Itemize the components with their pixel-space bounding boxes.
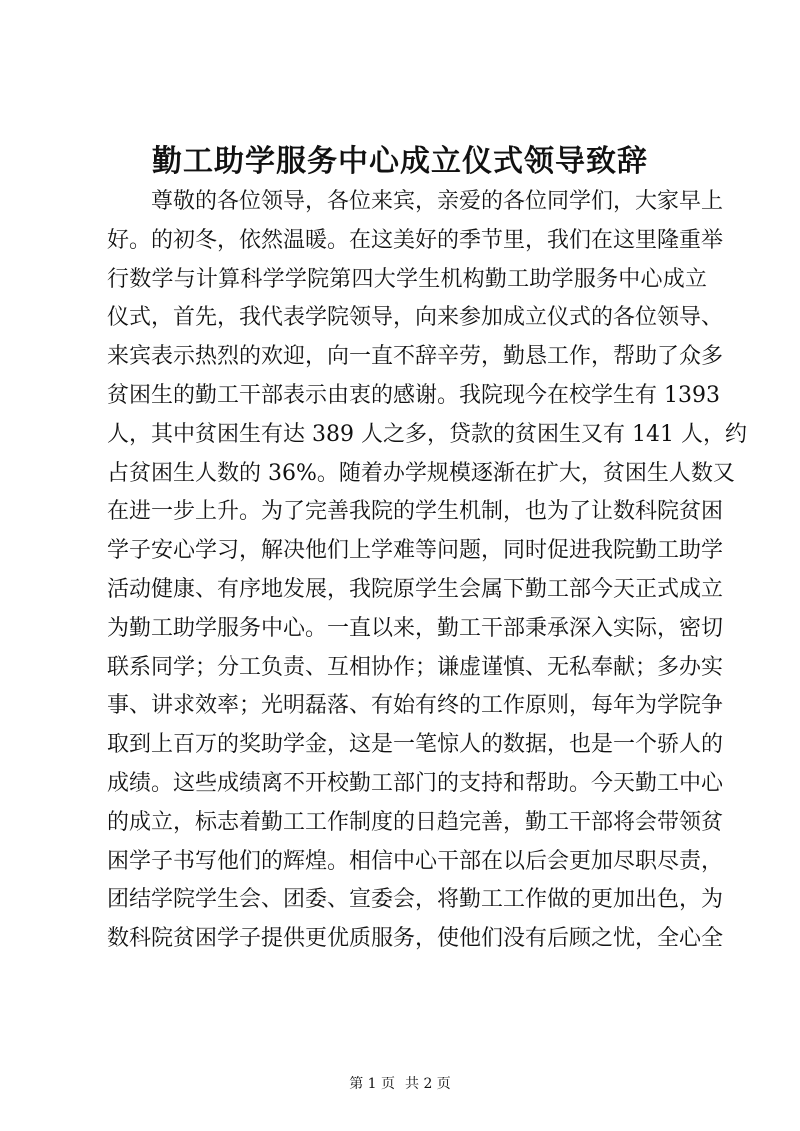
body-text-line: 活动健康、有序地发展，我院原学生会属下勤工部今天正式成立 — [107, 576, 724, 602]
body-text-line: 为勤工助学服务中心。一直以来，勤工干部秉承深入实际，密切 — [107, 615, 724, 641]
body-text-line: 来宾表示热烈的欢迎，向一直不辞辛劳，勤恳工作，帮助了众多 — [107, 344, 724, 370]
body-text-line: 团结学院学生会、团委、宣委会，将勤工工作做的更加出色，为 — [107, 887, 724, 913]
body-text-line: 尊敬的各位领导，各位来宾，亲爱的各位同学们，大家早上 — [151, 189, 724, 214]
body-text-line: 人，其中贫困生有达 389 人之多，贷款的贫困生又有 141 人，约 — [107, 421, 747, 447]
page-number-total: 共 2 页 — [405, 1076, 451, 1092]
body-text-line: 仪式，首先，我代表学院领导，向来参加成立仪式的各位领导、 — [107, 305, 724, 331]
body-text-line: 学子安心学习，解决他们上学难等问题，同时促进我院勤工助学 — [107, 538, 724, 564]
body-text-line: 在进一步上升。为了完善我院的学生机制，也为了让数科院贫困 — [107, 499, 724, 525]
body-text-line: 联系同学；分工负责、互相协作；谦虚谨慎、无私奉献；多办实 — [107, 654, 724, 680]
body-text-line: 好。的初冬，依然温暖。在这美好的季节里，我们在这里隆重举 — [107, 227, 724, 253]
body-text-line: 困学子书写他们的辉煌。相信中心干部在以后会更加尽职尽责， — [107, 848, 724, 874]
document-body — [107, 183, 747, 959]
body-text-line: 取到上百万的奖助学金，这是一笔惊人的数据，也是一个骄人的 — [107, 732, 724, 758]
body-text-line: 的成立，标志着勤工工作制度的日趋完善，勤工干部将会带领贫 — [107, 809, 724, 835]
body-text-line: 占贫困生人数的 36%。随着办学规模逐渐在扩大，贫困生人数又 — [107, 460, 735, 486]
body-text-line: 数科院贫困学子提供更优质服务，使他们没有后顾之忧，全心全 — [107, 926, 724, 952]
page-footer — [0, 1074, 800, 1094]
document-title: 勤工助学服务中心成立仪式领导致辞 — [152, 144, 648, 179]
body-text-line: 贫困生的勤工干部表示由衷的感谢。我院现今在校学生有 1393 — [107, 382, 720, 408]
body-text-line: 事、讲求效率；光明磊落、有始有终的工作原则，每年为学院争 — [107, 693, 724, 719]
page-number-current: 第 1 页 — [349, 1076, 395, 1092]
body-text-line: 成绩。这些成绩离不开校勤工部门的支持和帮助。今天勤工中心 — [107, 770, 724, 796]
body-text-line: 行数学与计算科学学院第四大学生机构勤工助学服务中心成立 — [107, 266, 707, 292]
